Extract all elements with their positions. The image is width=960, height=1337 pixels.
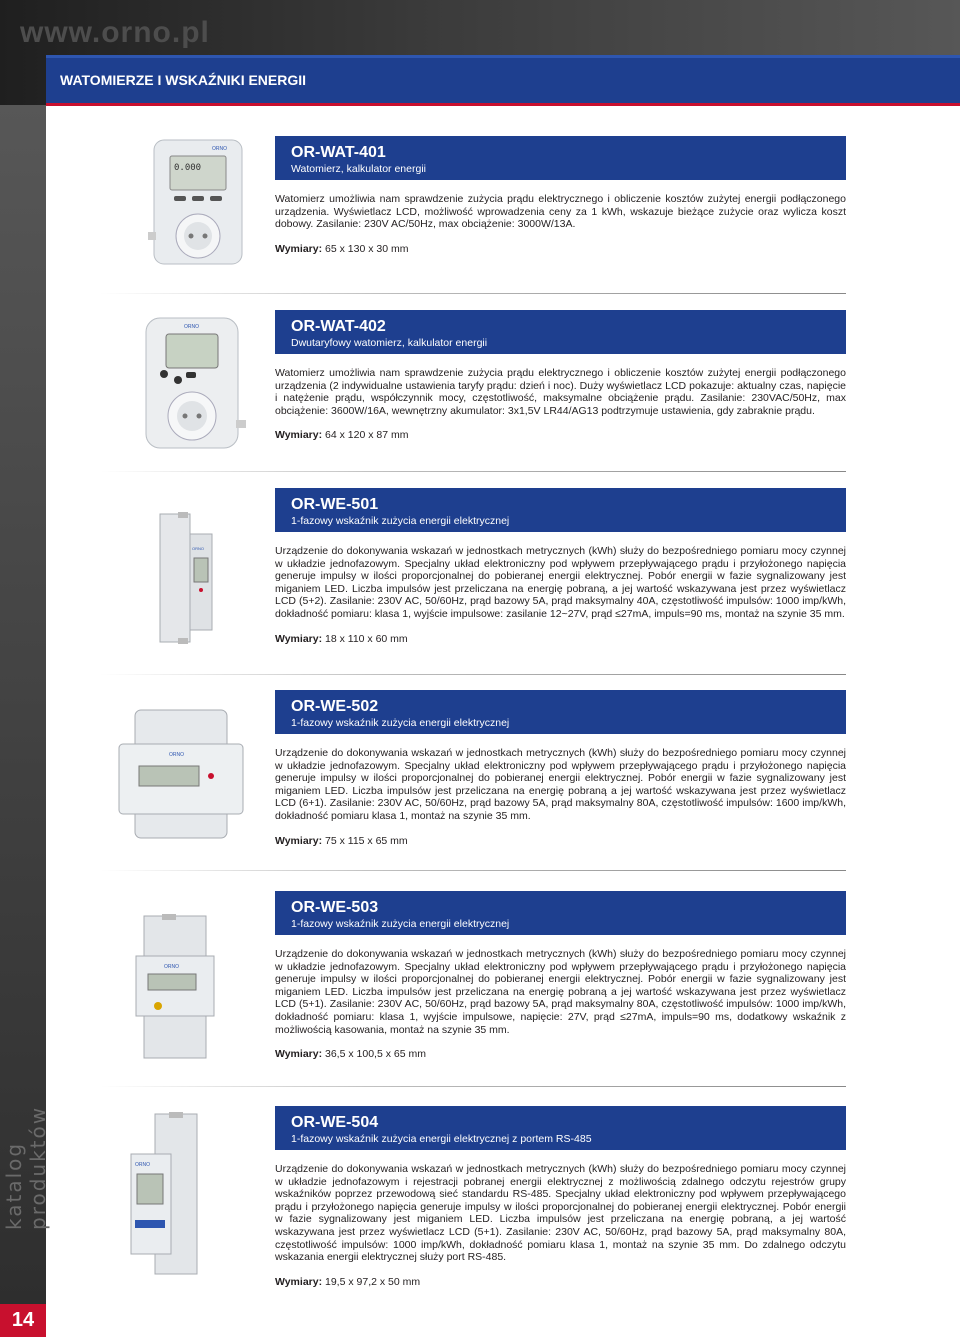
product-header <box>275 891 846 935</box>
product-code: OR-WE-503 <box>291 899 379 916</box>
site-url[interactable]: www.orno.pl <box>20 16 210 49</box>
dimensions-label: Wymiary: <box>275 1048 323 1061</box>
separator <box>100 293 846 294</box>
device-logo: ORNO <box>164 964 179 970</box>
product-or-wat-401 <box>275 136 846 255</box>
dimensions-value: 64 x 120 x 87 mm <box>325 429 409 442</box>
page-number: 14 <box>0 1304 46 1337</box>
device-logo: ORNO <box>169 752 184 758</box>
product-subtitle: 1-fazowy wskaźnik zużycia energii elektrycznej <box>291 918 510 930</box>
device-logo: ORNO <box>184 324 199 330</box>
dimensions-value: 19,5 x 97,2 x 50 mm <box>325 1275 421 1288</box>
product-header <box>275 136 846 180</box>
separator <box>100 674 846 675</box>
separator <box>100 471 846 472</box>
product-or-we-502 <box>275 690 846 847</box>
product-description: Urządzenie do dokonywania wskazań w jednostkach metrycznych (kWh) służy do bezpośredniego pomiaru mocy czynnej w układzie jednofazowym i rejestracji pobranej energii elektrycznej z możliwością zdalnego odczytu rejestrów grupy wskaźników poprzez przewodową sieć standardu RS-485. Specjalny układ elektroniczny pod wpływem przepływającego prądu i przyłożonego napięcia generuje impulsy w ilości proporcjonalnej do pobieranej energii elektrycznej. Pobór energii w fazie sygnalizowany jest miganiem LED. Liczba impulsów jest przeliczana na energię pobraną, a jej wartość wskazywana jest przez wyświetlacz LCD (5+1). Zasilanie: 230V AC, 50/60Hz, prąd bazowy 5A, prąd maksymalny 80A, częstotliwość impulsów: 1000 imp/kWh, dokładność pomiaru klasa 1, montaż na szynie 35 mm. Do zdalnego odczytu wskazania energii elektrycznej służy port RS-485. <box>275 1163 846 1264</box>
product-header <box>275 310 846 354</box>
product-description: Urządzenie do dokonywania wskazań w jednostkach metrycznych (kWh) służy do bezpośredniego pomiaru mocy czynnej w układzie jednofazowym. Specjalny układ elektroniczny pod wpływem przepływającego prądu i przyłożonego napięcia generuje impulsy w ilości proporcjonalnej do pobieranej energii elektrycznej. Pobór energii w fazie sygnalizowany jest miganiem LED. Liczba impulsów jest przeliczana na energię pobraną a jej wartość wskazywana jest przez wyświetlacz LCD (5+1). Zasilanie: 230V AC, 50/60Hz, prąd bazowy 5A, prąd maksymalny 80A, częstotliwość impulsów: 1000 imp/kWh, dokładność pomiaru: klasa 1, wyjście impulsowe, napięcie: 27V, prąd ≤27mA, impuls=90 ms, dodatkowy wskaźnik z możliwością kasowania, montaż na szynie 35 mm. <box>275 948 846 1036</box>
product-image-or-wat-401 <box>148 136 248 268</box>
product-code: OR-WAT-402 <box>291 318 386 335</box>
product-header <box>275 1106 846 1150</box>
product-subtitle: 1-fazowy wskaźnik zużycia energii elektrycznej <box>291 717 510 729</box>
product-dimensions <box>275 1276 846 1288</box>
product-description: Watomierz umożliwia nam sprawdzenie zużycia prądu elektrycznego i obliczenie kosztów zużytej energii podłączonego urządzenia. Wyświetlacz LCD, możliwość wprowadzenia ceny za 1 kWh, wskazuje bieżące zużycie oraz wylicza koszt dobowy. Zasilanie: 230V AC/50Hz, max obciążenie: 3000W/13A. <box>275 193 846 231</box>
product-image-or-we-501 <box>154 510 218 646</box>
product-subtitle: Dwutaryfowy watomierz, kalkulator energii <box>291 337 488 349</box>
product-subtitle: 1-fazowy wskaźnik zużycia energii elektrycznej z portem RS-485 <box>291 1133 592 1145</box>
device-logo: ORNO <box>192 546 204 551</box>
product-code: OR-WAT-401 <box>291 144 386 161</box>
red-divider <box>46 103 960 106</box>
category-title: WATOMIERZE I WSKAŹNIKI ENERGII <box>60 72 307 88</box>
dimensions-label: Wymiary: <box>275 242 323 255</box>
product-or-wat-402 <box>275 310 846 441</box>
device-logo: ORNO <box>212 146 227 152</box>
product-dimensions <box>275 1048 846 1060</box>
dimensions-label: Wymiary: <box>275 632 323 645</box>
product-subtitle: 1-fazowy wskaźnik zużycia energii elektrycznej <box>291 515 510 527</box>
product-description: Urządzenie do dokonywania wskazań w jednostkach metrycznych (kWh) służy do bezpośredniego pomiaru mocy czynnej w układzie jednofazowym. Specjalny układ elektroniczny pod wpływem przepływającego prądu i przyłożonego napięcia generuje impulsy w ilości proporcjonalnej do pobieranej energii elektrycznej. Pobór energii w fazie sygnalizowany jest miganiem LED. Liczba impulsów jest przeliczana na energię pobraną a jej wartość wskazywana jest przez wyświetlacz LCD (6+1). Zasilanie: 230V AC, 50/60Hz, prąd bazowy 5A, prąd maksymalny 80A, częstotliwość impulsów: 1600 imp/kWh, dokładność pomiaru klasa 1, montaż na szynie 35 mm. <box>275 747 846 822</box>
product-code: OR-WE-504 <box>291 1114 379 1131</box>
product-dimensions <box>275 835 846 847</box>
product-or-we-501 <box>275 488 846 645</box>
product-image-or-wat-402 <box>138 312 248 454</box>
product-header <box>275 690 846 734</box>
dimensions-value: 36,5 x 100,5 x 65 mm <box>325 1048 426 1061</box>
catalog-vertical-text: katalog produktów <box>2 1105 50 1230</box>
dimensions-label: Wymiary: <box>275 429 323 442</box>
separator <box>100 1086 846 1087</box>
product-code: OR-WE-501 <box>291 496 379 513</box>
separator <box>100 870 846 871</box>
device-lcd-text: 0.000 <box>174 163 202 173</box>
product-or-we-504 <box>275 1106 846 1288</box>
product-dimensions <box>275 429 846 441</box>
dimensions-value: 18 x 110 x 60 mm <box>325 632 408 645</box>
product-subtitle: Watomierz, kalkulator energii <box>291 163 426 175</box>
product-image-or-we-502 <box>115 706 250 842</box>
category-bar <box>46 55 960 105</box>
device-logo: ORNO <box>135 1162 150 1168</box>
product-header <box>275 488 846 532</box>
product-image-or-we-503 <box>128 912 228 1062</box>
product-dimensions <box>275 243 846 255</box>
dimensions-label: Wymiary: <box>275 834 323 847</box>
product-description: Urządzenie do dokonywania wskazań w jednostkach metrycznych (kWh) służy do bezpośredniego pomiaru mocy czynnej w układzie jednofazowym. Specjalny układ elektroniczny pod wpływem przepływającego prądu i przyłożonego napięcia generuje impulsy w ilości proporcjonalnej do pobieranej energii elektrycznej. Pobór energii w fazie sygnalizowany jest miganiem LED. Liczba impulsów jest przeliczana na energię pobraną, a jej wartość wskazywana jest przez wyświetlacz LCD (5+2). Zasilanie: 230V AC, 50/60Hz, prąd bazowy 5A, prąd maksymalny 40A, częstotliwość impulsów: 1000 imp/kWh, dokładność pomiaru: klasa 1, wyjście impulsowe: zasilanie 12~27V, prąd ≤27mA, impuls=90 ms, montaż na szynie 35 mm. <box>275 545 846 620</box>
product-code: OR-WE-502 <box>291 698 379 715</box>
dimensions-value: 75 x 115 x 65 mm <box>325 834 408 847</box>
product-dimensions <box>275 633 846 645</box>
product-or-we-503 <box>275 891 846 1060</box>
product-image-or-we-504 <box>125 1110 225 1280</box>
product-description: Watomierz umożliwia nam sprawdzenie zużycia prądu elektrycznego i obliczenie kosztów zużytej energii podłączonego urządzenia (2 indywidualne ustawienia taryfy prądu: dzień i noc). Duży wyświetlacz LCD pokazuje: aktualny czas, napięcie i natężenie prądu, współczynnik mocy, częstotliwość, maksymalne obciążenie prądu. Zasilanie: 230VAC/50Hz, max obciążenie: 3600W/16A, wewnętrzny akumulator: 3x1,5V LR44/AG13 podtrzymuje ustawienia, gdy zabraknie prądu. <box>275 367 846 417</box>
dimensions-label: Wymiary: <box>275 1275 323 1288</box>
dimensions-value: 65 x 130 x 30 mm <box>325 242 409 255</box>
